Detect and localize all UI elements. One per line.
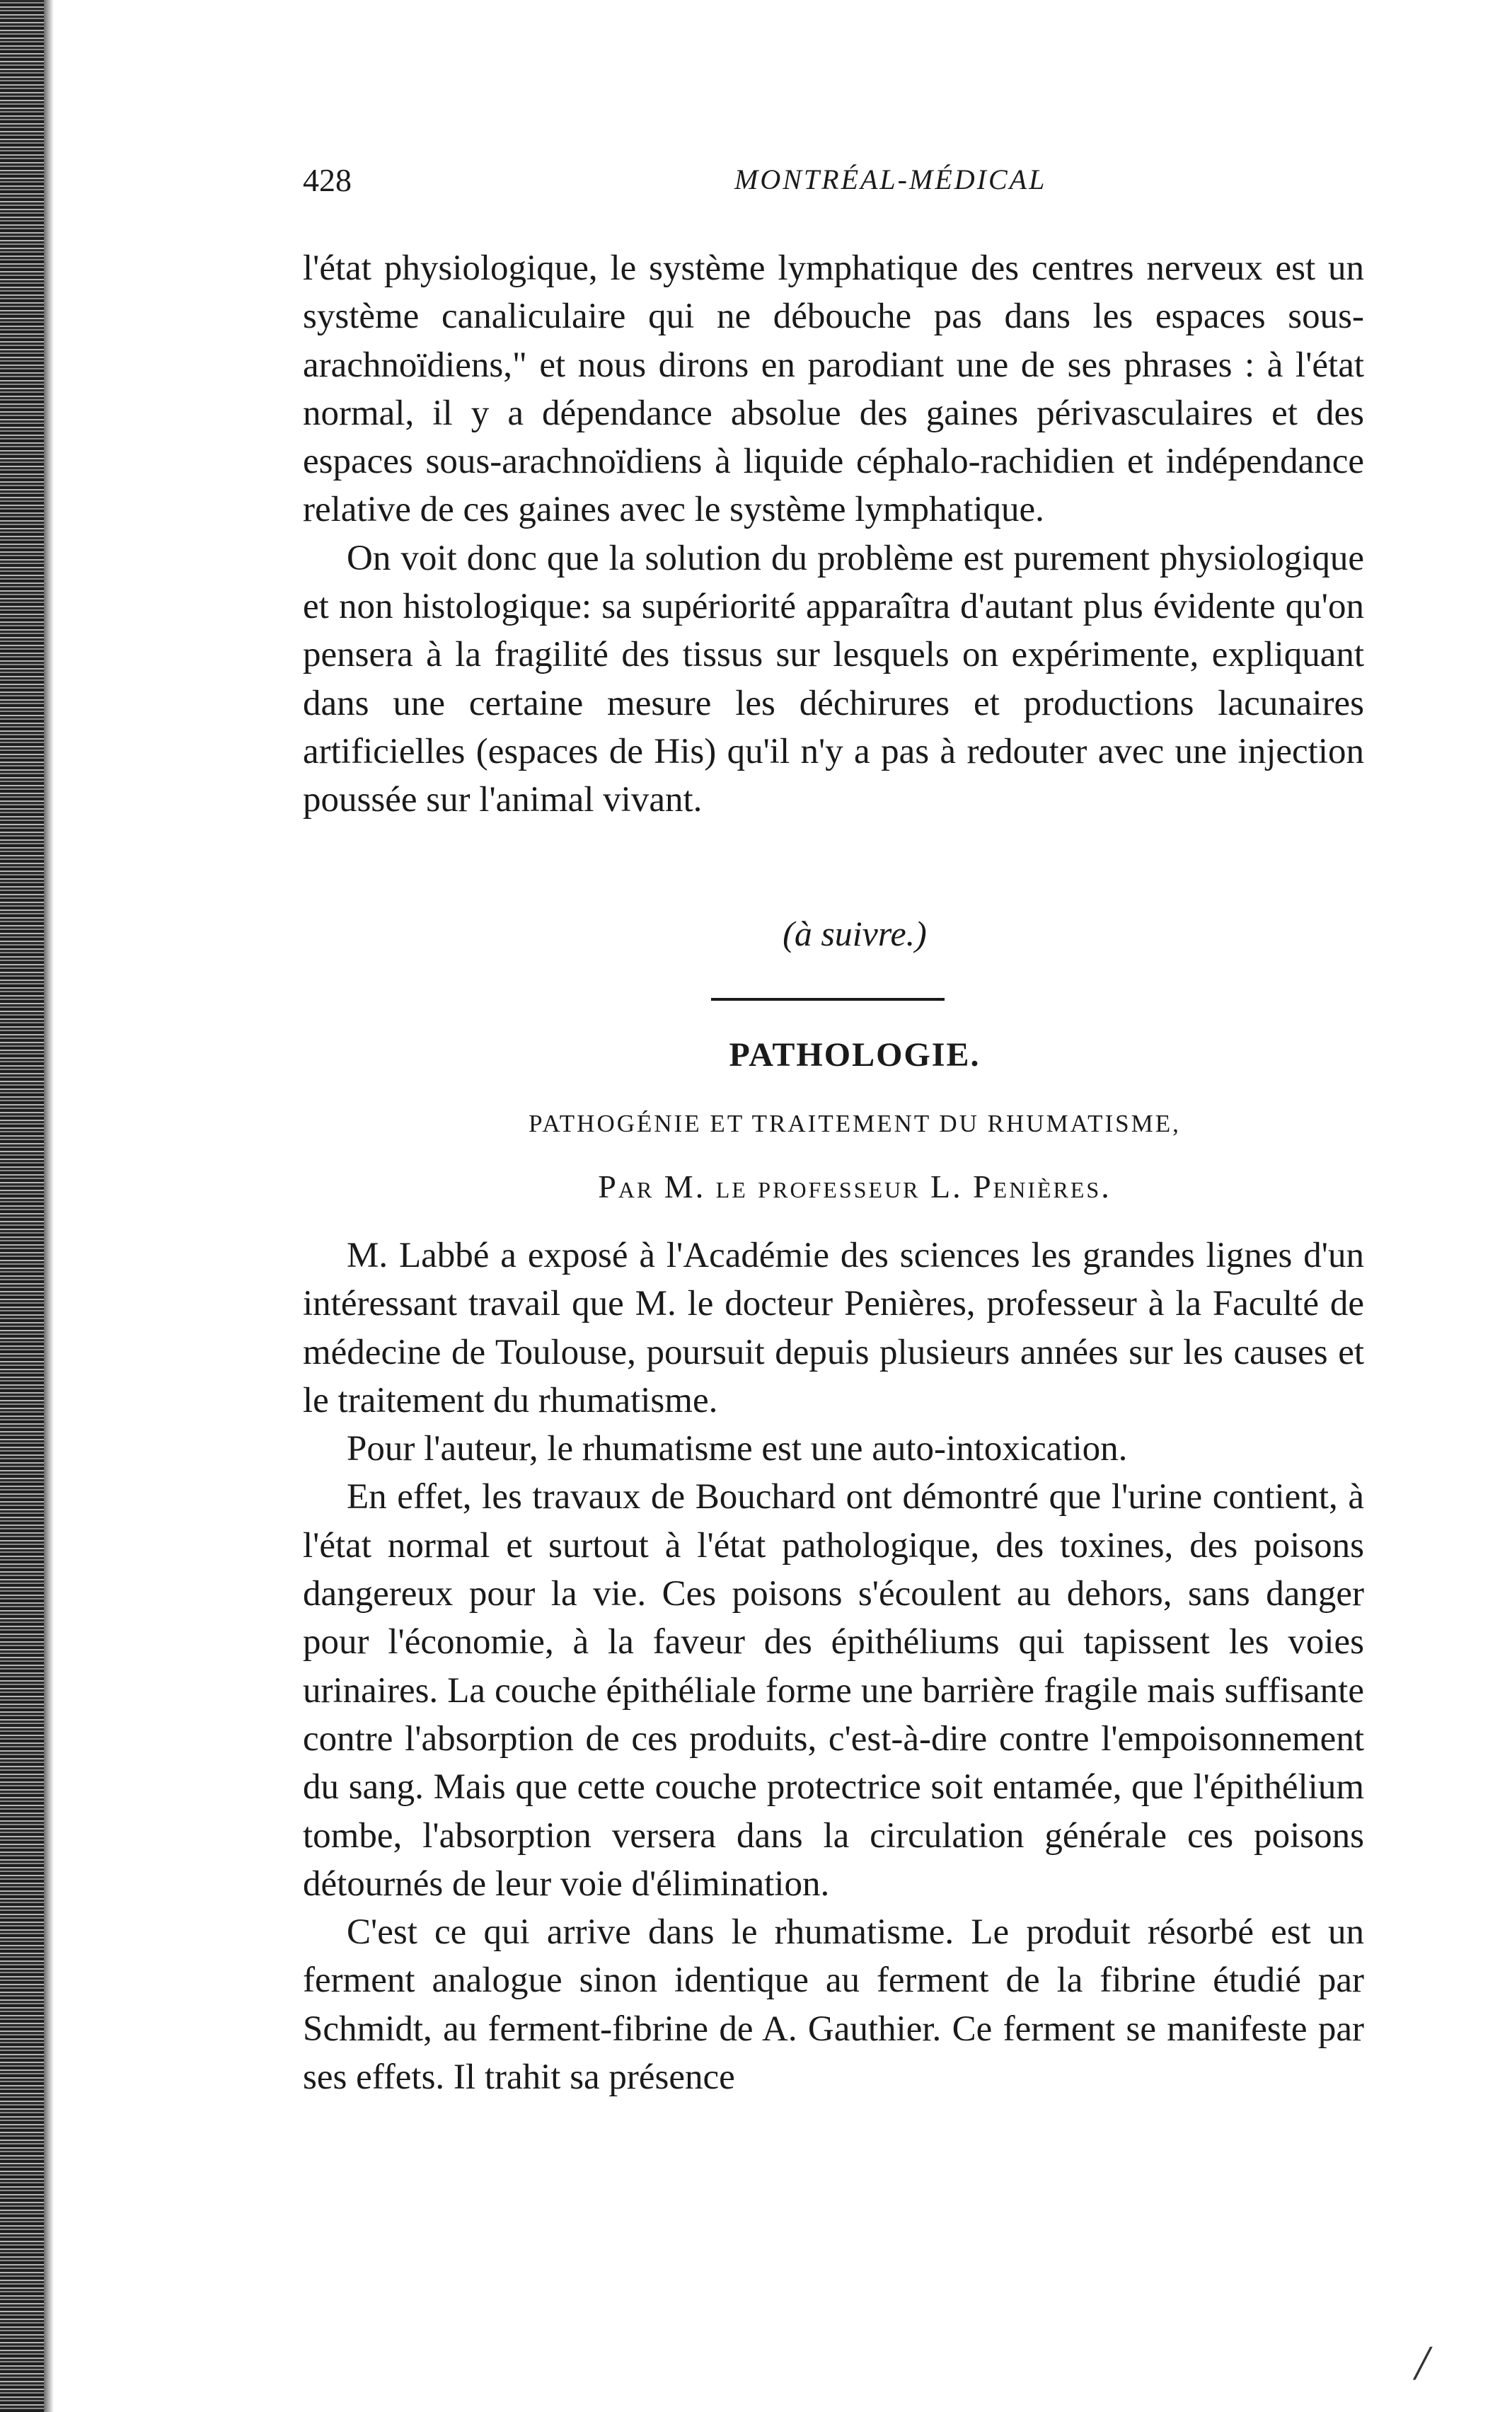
paragraph-solution: On voit donc que la solution du problème est purement physiologique et non histologique: sa supériorité apparaîtra d'autant plus évidente qu'on pensera à la fragilité des tissus sur lesquels on expérimente, expliquant dans une certaine mesure les déchirures et productions lacunaires artificielles (espaces de His) qu'il n'y a pas à redouter avec une injection poussée sur l'animal vivant. xyxy=(303,538,1364,820)
section-divider xyxy=(711,998,945,1001)
paragraph-ferment: C'est ce qui arrive dans le rhumatisme. Le produit résorbé est un ferment analogue sinon identique au ferment de la fibrine étudié par Schmidt, au ferment-fibrine de A. Gauthier. Ce ferment se manifeste par ses effets. Il trahit sa présence xyxy=(303,1912,1364,2098)
continuation-note: (à suivre.) xyxy=(783,914,927,953)
margin-pencil-mark: / xyxy=(1415,2336,1429,2391)
paragraph-auto-intoxication: Pour l'auteur, le rhumatisme est une auto-intoxication. xyxy=(347,1429,1128,1469)
scan-binding-shadow xyxy=(44,0,54,2412)
article-byline: Par M. le professeur L. Penières. xyxy=(598,1168,1112,1205)
section-heading: PATHOLOGIE. xyxy=(729,1036,981,1074)
paragraph-continued: l'état physiologique, le système lymphatique des centres nerveux est un système canaliculaire qui ne débouche pas dans les espaces sous-arachnoïdiens," et nous dirons en parodiant une de ses phrases : à l'état normal, il y a dépendance absolue des gaines périvasculaires et des espaces sous-arachnoïdiens à liquide céphalo-rachidien et indépendance relative de ces gaines avec le système lymphatique. xyxy=(303,248,1364,530)
page-number: 428 xyxy=(303,162,352,198)
section-two-body xyxy=(303,1231,1364,2101)
running-head xyxy=(303,161,1364,211)
paragraph-intro: M. Labbé a exposé à l'Académie des sciences les grandes lignes d'un intéressant travail que M. le docteur Penières, professeur à la Faculté de médecine de Toulouse, poursuit depuis plusieurs années sur les causes et le traitement du rhumatisme. xyxy=(303,1236,1364,1420)
journal-title: MONTRÉAL-MÉDICAL xyxy=(734,163,1047,195)
section-one-body xyxy=(303,244,1364,825)
paragraph-bouchard: En effet, les travaux de Bouchard ont démontré que l'urine contient, à l'état normal et surtout à l'état pathologique, des toxines, des poisons dangereux pour la vie. Ces poisons s'écoulent au dehors, sans danger pour l'économie, à la faveur des épithéliums qui tapissent les voies urinaires. La couche épithéliale forme une barrière fragile mais suffisante contre l'absorption de ces produits, c'est-à-dire contre l'empoisonnement du sang. Mais que cette couche protectrice soit entamée, que l'épithélium tombe, l'absorption versera dans la circulation générale ces poisons détournés de leur voie d'élimination. xyxy=(303,1477,1364,1904)
scan-binding-edge xyxy=(0,0,44,2412)
article-title: PATHOGÉNIE ET TRAITEMENT DU RHUMATISME, xyxy=(529,1110,1181,1137)
